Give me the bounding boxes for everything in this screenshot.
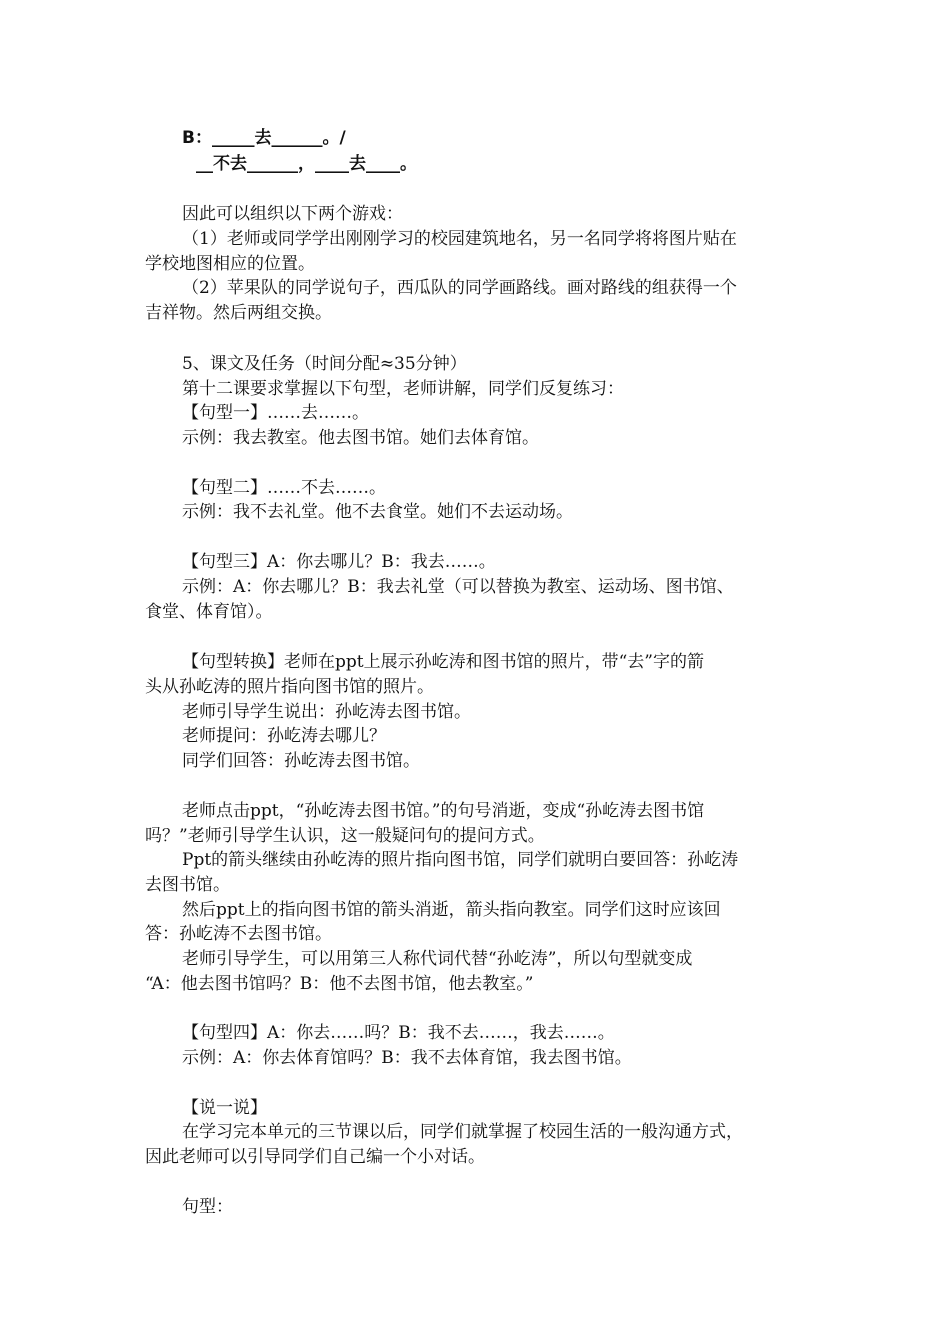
paragraph-line: 然后ppt上的指向图书馆的箭头消逝，箭头指向教室。同学们这时应该回 xyxy=(182,900,721,920)
paragraph-line: （1）老师或同学学出刚刚学习的校园建筑地名，另一名同学将将图片贴在 xyxy=(182,229,737,249)
paragraph-line: 第十二课要求掌握以下句型，老师讲解，同学们反复练习： xyxy=(182,379,624,399)
example-line: 食堂、体育馆）。 xyxy=(145,602,273,622)
paragraph-line: 老师提问：孙屹涛去哪儿？ xyxy=(182,726,386,746)
paragraph-line: Ppt的箭头继续由孙屹涛的照片指向图书馆，同学们就明白要回答：孙屹涛 xyxy=(182,850,739,870)
paragraph-line: 因此可以组织以下两个游戏： xyxy=(182,204,403,224)
speak-heading: 【说一说】 xyxy=(182,1098,267,1118)
sentence-pattern-1: 【句型一】……去……。 xyxy=(182,403,369,423)
paragraph-line: （2）苹果队的同学说句子，西瓜队的同学画路线。画对路线的组获得一个 xyxy=(182,278,737,298)
paragraph-line: 老师点击ppt，“孙屹涛去图书馆。”的句号消逝，变成“孙屹涛去图书馆 xyxy=(182,801,705,821)
paragraph-line: 头从孙屹涛的照片指向图书馆的照片。 xyxy=(145,677,434,697)
paragraph-line: 因此老师可以引导同学们自己编一个小对话。 xyxy=(145,1147,485,1167)
example-line: 示例：我去教室。他去图书馆。她们去体育馆。 xyxy=(182,428,539,448)
paragraph-line: 学校地图相应的位置。 xyxy=(145,254,315,274)
paragraph-line: “A：他去图书馆吗？B：他不去图书馆，他去教室。” xyxy=(145,974,534,994)
dialogue-template-b: B：_____去______。/ xyxy=(182,128,346,148)
paragraph-line: 吉祥物。然后两组交换。 xyxy=(145,303,332,323)
example-line: 示例：A：你去哪儿？B：我去礼堂（可以替换为教室、运动场、图书馆、 xyxy=(182,577,734,597)
example-line: 示例：A：你去体育馆吗？B：我不去体育馆，我去图书馆。 xyxy=(182,1048,632,1068)
sentence-pattern-3: 【句型三】A：你去哪儿？B：我去……。 xyxy=(182,552,496,572)
paragraph-line: 去图书馆。 xyxy=(145,875,230,895)
example-line: 示例：我不去礼堂。他不去食堂。她们不去运动场。 xyxy=(182,502,573,522)
sentence-transform: 【句型转换】老师在ppt上展示孙屹涛和图书馆的照片，带“去”字的箭 xyxy=(182,652,704,672)
dialogue-template-b-alt: __不去______，____去____。 xyxy=(196,154,417,174)
pattern-label: 句型： xyxy=(182,1197,233,1217)
paragraph-line: 同学们回答：孙屹涛去图书馆。 xyxy=(182,751,420,771)
paragraph-line: 答：孙屹涛不去图书馆。 xyxy=(145,924,332,944)
paragraph-line: 吗？”老师引导学生认识，这一般疑问句的提问方式。 xyxy=(145,826,545,846)
sentence-pattern-2: 【句型二】……不去……。 xyxy=(182,478,386,498)
paragraph-line: 在学习完本单元的三节课以后，同学们就掌握了校园生活的一般沟通方式， xyxy=(182,1122,743,1142)
paragraph-line: 老师引导学生，可以用第三人称代词代替“孙屹涛”，所以句型就变成 xyxy=(182,949,693,969)
section-heading: 5、课文及任务（时间分配≈35分钟） xyxy=(182,354,467,374)
paragraph-line: 老师引导学生说出：孙屹涛去图书馆。 xyxy=(182,702,471,722)
sentence-pattern-4: 【句型四】A：你去……吗？B：我不去……，我去……。 xyxy=(182,1023,615,1043)
